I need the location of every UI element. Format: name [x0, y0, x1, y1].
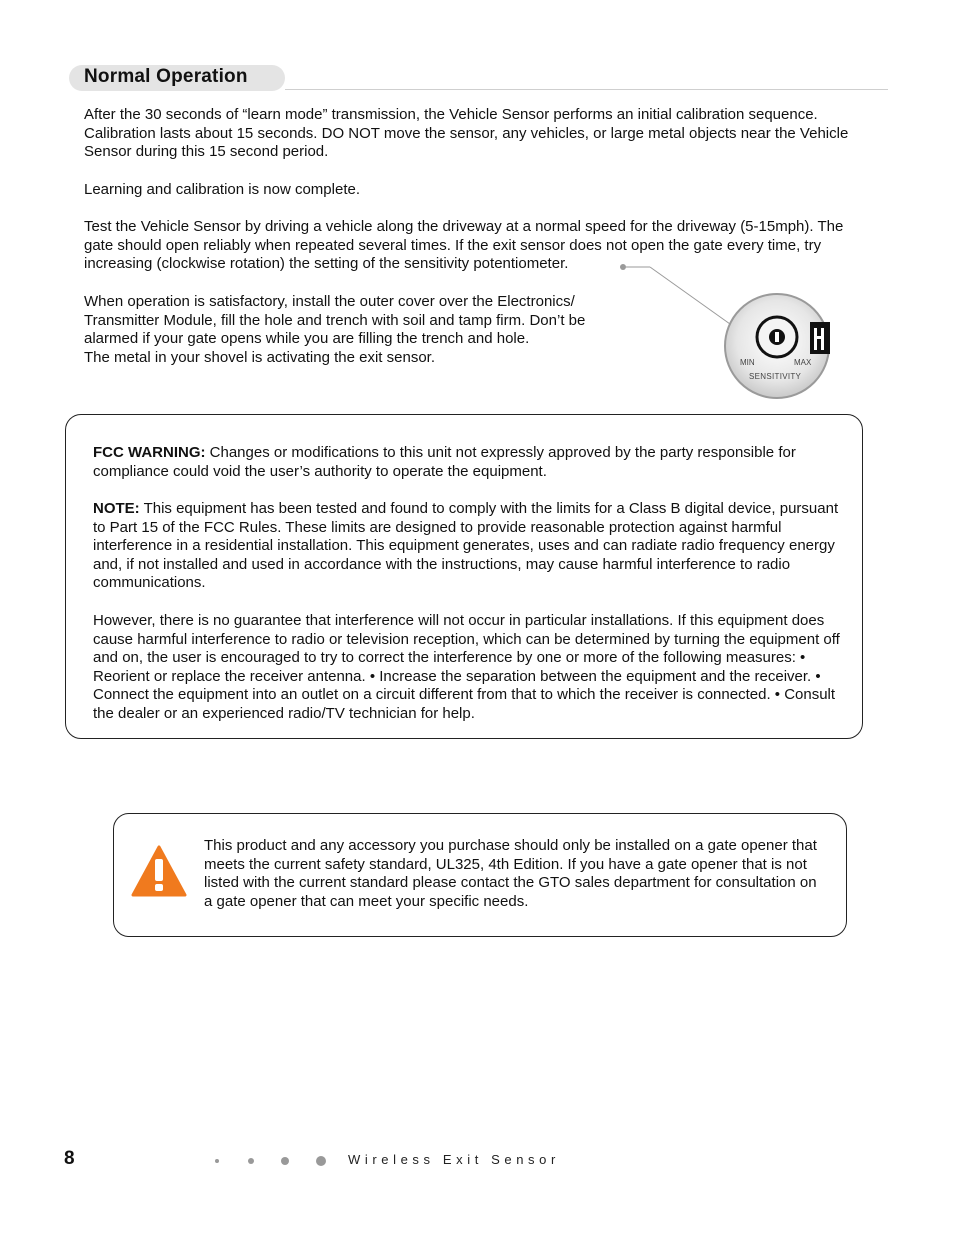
safety-warning-box — [113, 813, 847, 937]
dial-min-label: MIN — [740, 358, 755, 367]
fcc-note-label: NOTE: — [93, 500, 140, 517]
paragraph-shovel: The metal in your shovel is activating the exit sensor. — [84, 349, 436, 366]
fcc-warning-box — [65, 414, 863, 739]
footer-dot-4 — [316, 1156, 326, 1166]
callout-leader-line — [618, 258, 738, 328]
dial-max-label: MAX — [794, 358, 812, 367]
fcc-warning-label: FCC WARNING: — [93, 444, 206, 461]
page-number: 8 — [64, 1148, 75, 1169]
section-divider — [285, 89, 888, 90]
footer-dot-1 — [215, 1159, 219, 1163]
fcc-warning-paragraph — [93, 444, 843, 481]
footer-dot-2 — [248, 1158, 254, 1164]
warning-triangle-icon — [131, 845, 187, 897]
safety-warning-text: This product and any accessory you purchase should only be installed on a gate opener that meets the current safety standard, UL325, 4th Edition. If you have a gate opener that is not listed with the current standard please contact the GTO sales department for consultation on a gate opener that can meet your specific needs. — [204, 837, 817, 910]
section-title: Normal Operation — [84, 66, 248, 87]
footer-dot-3 — [281, 1157, 289, 1165]
dial-caption: SENSITIVITY — [749, 372, 802, 381]
fcc-note-text: This equipment has been tested and found to comply with the limits for a Class B digital device, pursuant to Part 15 of the FCC Rules. These limits are designed to provide reasonable protection against harmful interference in a residential installation. This equipment generates, uses and can radiate radio frequency energy and, if not installed and used in accordance with the instructions, may cause harmful interference to radio communications. — [93, 500, 839, 592]
paragraph-test: Test the Vehicle Sensor by driving a vehicle along the driveway at a normal speed for the driveway (5-15mph). The gate should open reliably when repeated several times. If the exit sensor does not open the gate every time, try increasing (clockwise rotation) the setting of the sensitivity potentiometer. — [84, 218, 844, 273]
footer-title: Wireless Exit Sensor — [348, 1152, 560, 1167]
fcc-note-paragraph — [93, 500, 843, 593]
paragraph-complete: Learning and calibration is now complete. — [84, 181, 360, 198]
fcc-however-paragraph: However, there is no guarantee that interference will not occur in particular installations. If this equipment does cause harmful interference to radio or television reception, which can be determined by turning the equipment off and on, the user is encouraged to try to correct the interference by one or more of the following measures: • Reorient or replace the receiver antenna. • Increase the separation between the equipment and the receiver. • Connect the equipment into an outlet on a circuit different from that to which the receiver is connected. • Consult the dealer or an experienced radio/TV technician for help. — [93, 612, 840, 722]
sensitivity-dial-illustration — [723, 292, 831, 400]
paragraph-install: When operation is satisfactory, install the outer cover over the Electronics/ Transmitter Module, fill the hole and trench with soil and tamp firm. Don’t be alarmed if your gate opens while you are filling the trench and hole. — [84, 293, 586, 348]
paragraph-calibration: After the 30 seconds of “learn mode” transmission, the Vehicle Sensor performs an initial calibration sequence. Calibration lasts about 15 seconds. DO NOT move the sensor, any vehicles, or large metal objects near the Vehicle Sensor during this 15 second period. — [84, 106, 849, 161]
sensitivity-dial-icon — [723, 292, 831, 400]
fcc-warning-text: Changes or modifications to this unit not expressly approved by the party responsible for compliance could void the user’s authority to operate the equipment. — [93, 444, 796, 480]
